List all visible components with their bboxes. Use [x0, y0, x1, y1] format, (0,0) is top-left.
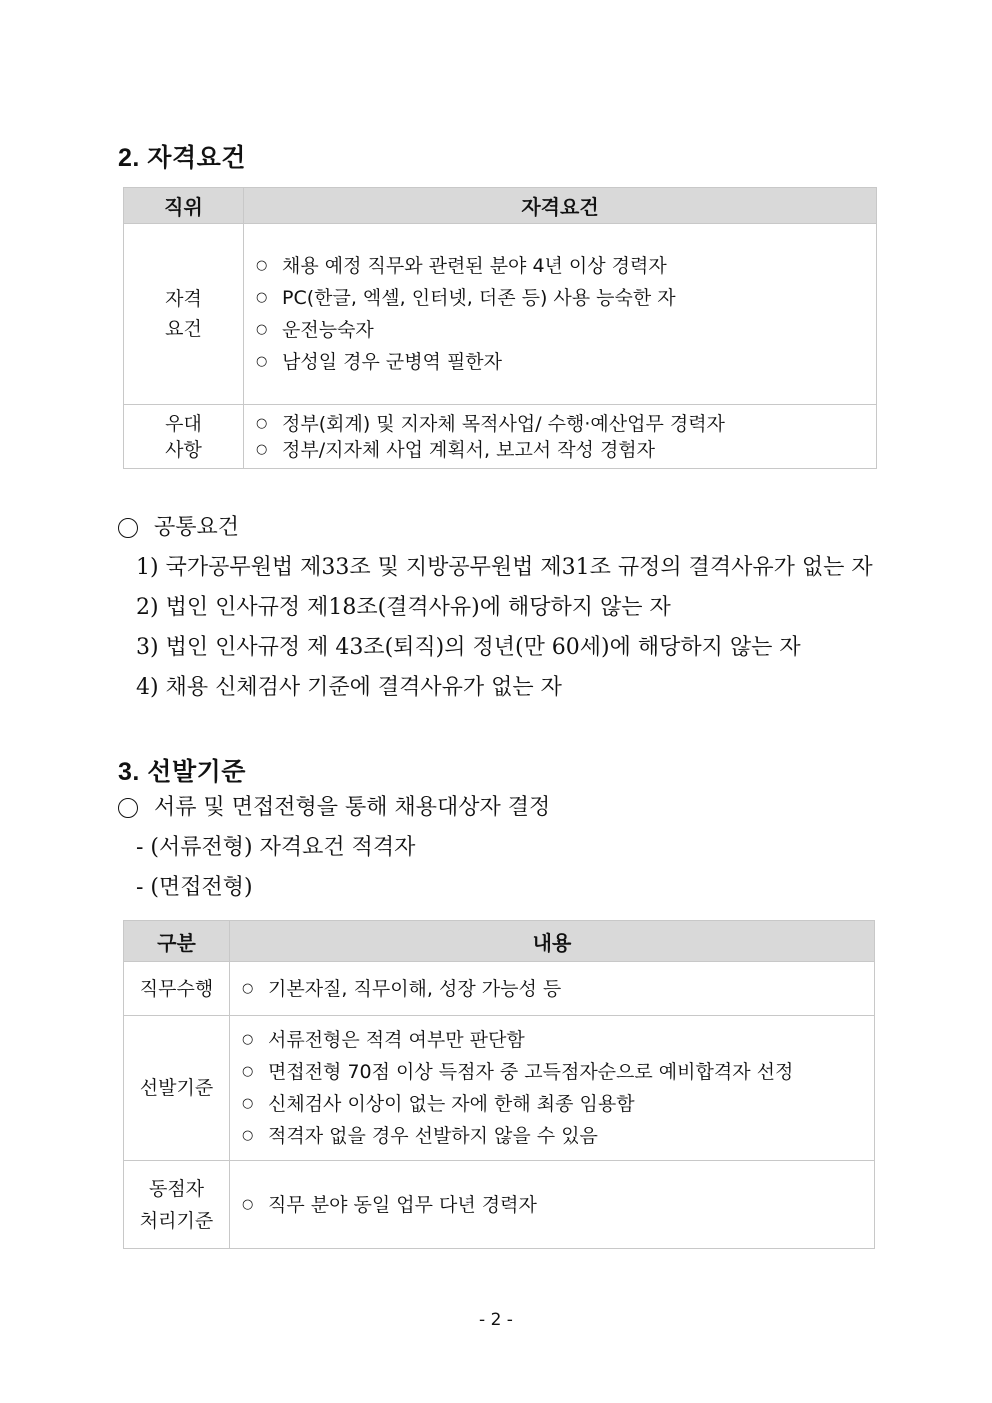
list-item [242, 1056, 874, 1088]
selection-criteria-table [123, 920, 875, 1249]
bullet-icon: ○ [256, 290, 268, 305]
bullet-icon: ○ [256, 354, 268, 369]
bullet-icon: ○ [256, 322, 268, 337]
label-line: 요건 [165, 318, 202, 340]
section-2-title: 2. 자격요건 [118, 144, 246, 172]
common-requirements [118, 508, 873, 708]
label-line: 동점자 [148, 1177, 205, 1200]
table-row [124, 962, 875, 1016]
header-category: 구분 [124, 921, 230, 962]
row-content [244, 224, 877, 405]
bullet-icon: ○ [242, 980, 254, 996]
label-line: 자격 [165, 288, 202, 310]
list-item: - (면접전형) [136, 875, 253, 900]
heading-text: 공통요건 [154, 515, 240, 540]
common-heading [118, 508, 873, 548]
page-number: - 2 - [479, 1310, 513, 1330]
bullet-icon: ○ [256, 441, 268, 457]
list-item [242, 1189, 874, 1221]
item-text: 남성일 경우 군병역 필한자 [282, 351, 503, 373]
table-row [124, 1016, 875, 1161]
table-row [124, 405, 877, 469]
bullet-icon: ○ [242, 1064, 254, 1079]
list-item [256, 437, 876, 463]
row-label [124, 405, 244, 469]
row-content [230, 1161, 875, 1249]
circle-bullet-icon [118, 518, 138, 538]
qualification-table [123, 187, 877, 469]
bullet-icon: ○ [242, 1128, 254, 1143]
header-content: 내용 [230, 921, 875, 962]
list-item [242, 1024, 874, 1056]
row-content [230, 1016, 875, 1161]
item-text: 신체검사 이상이 없는 자에 한해 최종 임용함 [268, 1093, 635, 1115]
bullet-icon: ○ [242, 1096, 254, 1111]
list-item: 4) 채용 신체검사 기준에 결격사유가 없는 자 [136, 675, 562, 700]
item-text: 서류전형은 적격 여부만 판단함 [268, 1029, 525, 1051]
list-item [242, 1120, 874, 1152]
row-content [244, 405, 877, 469]
header-position: 직위 [124, 188, 244, 224]
row-label [124, 224, 244, 405]
list-item [256, 411, 876, 437]
item-text: 적격자 없을 경우 선발하지 않을 수 있음 [268, 1125, 598, 1147]
list-item [256, 282, 876, 314]
circle-bullet-icon [118, 798, 138, 818]
item-text: 기본자질, 직무이해, 성장 가능성 등 [268, 977, 562, 1000]
row-label: 직무수행 [124, 962, 230, 1016]
list-item [256, 250, 876, 282]
label-line: 사항 [165, 438, 202, 461]
item-text: 직무 분야 동일 업무 다년 경력자 [268, 1193, 537, 1216]
row-content [230, 962, 875, 1016]
item-text: 정부/지자체 사업 계획서, 보고서 작성 경험자 [282, 438, 656, 461]
header-qualification: 자격요건 [244, 188, 877, 224]
list-item: 2) 법인 인사규정 제18조(결격사유)에 해당하지 않는 자 [136, 595, 671, 620]
table-row [124, 1161, 875, 1249]
row-label: 선발기준 [124, 1016, 230, 1161]
bullet-icon: ○ [242, 1196, 254, 1212]
section-3-title: 3. 선발기준 [118, 758, 246, 786]
table-row [124, 224, 877, 405]
bullet-icon: ○ [242, 1032, 254, 1047]
list-item: - (서류전형) 자격요건 적격자 [136, 835, 416, 860]
list-item [242, 973, 874, 1005]
label-line: 처리기준 [139, 1209, 214, 1232]
selection-intro [118, 788, 550, 908]
item-text: 운전능숙자 [282, 319, 374, 341]
intro-text: 서류 및 면접전형을 통해 채용대상자 결정 [154, 795, 551, 820]
item-text: 면접전형 70점 이상 득점자 중 고득점자순으로 예비합격자 선정 [268, 1061, 794, 1083]
list-item: 1) 국가공무원법 제33조 및 지방공무원법 제31조 규정의 결격사유가 없는 자 [136, 555, 873, 580]
item-text: 채용 예정 직무와 관련된 분야 4년 이상 경력자 [282, 255, 667, 277]
item-text: 정부(회계) 및 지자체 목적사업/ 수행·예산업무 경력자 [282, 412, 725, 435]
bullet-icon: ○ [256, 258, 268, 273]
list-item [242, 1088, 874, 1120]
list-item: 3) 법인 인사규정 제 43조(퇴직)의 정년(만 60세)에 해당하지 않는 자 [136, 635, 801, 660]
label-line: 우대 [165, 412, 202, 435]
item-text: PC(한글, 엑셀, 인터넷, 더존 등) 사용 능숙한 자 [282, 287, 676, 309]
list-item [256, 314, 876, 346]
intro-line [118, 788, 550, 828]
bullet-icon: ○ [256, 415, 268, 431]
row-label [124, 1161, 230, 1249]
list-item [256, 346, 876, 378]
